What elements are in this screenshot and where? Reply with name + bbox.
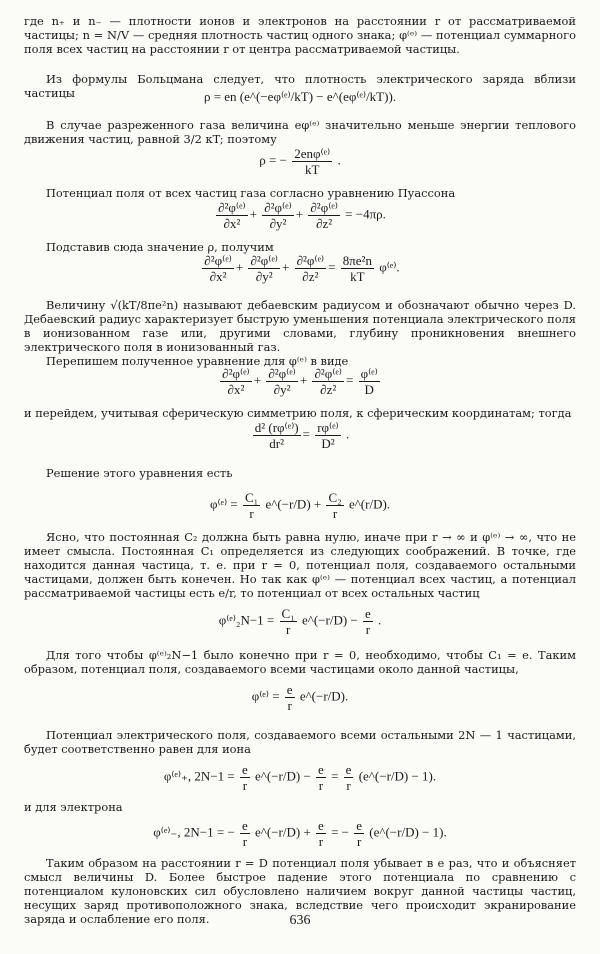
paragraph-2: Из формулы Больцмана следует, что плотность электрического заряда вблизи частицы — [24, 72, 576, 100]
eq5-t2-den: ∂y² — [273, 382, 291, 397]
eq9-end: e^(−r/D). — [299, 688, 349, 704]
eq3-t1-den: ∂x² — [223, 216, 241, 231]
eq7-c2: C₂ — [328, 490, 342, 505]
eq11-lhs: φ⁽ᵉ⁾₋, 2N−1 = − — [153, 824, 235, 840]
paragraph-13: и для электрона — [24, 800, 123, 814]
eq4-t3-num: ∂²φ⁽ᵉ⁾ — [296, 253, 325, 268]
eq11-c: e — [356, 818, 363, 833]
eq10-a: e — [241, 762, 248, 777]
eq10-b: e — [318, 762, 324, 777]
eq6-end: . — [346, 426, 350, 442]
equation-6: $\frac{\text{d² (rφ⁽ᵉ⁾)}}{\text{dr²}}$ = $\frac{\text{rφ⁽ᵉ⁾}}{\text{D²}}$ . — [254, 420, 350, 451]
eq4-rhs-num: 8πe²n — [342, 253, 372, 268]
eq11-m2: = − — [331, 824, 349, 840]
eq8-e: e — [365, 606, 371, 621]
eq4-t3-den: ∂z² — [302, 269, 319, 284]
equation-9 — [0, 682, 600, 713]
page-number: 636 — [289, 913, 311, 928]
eq5-t1-den: ∂x² — [227, 382, 245, 397]
eq3-t3-den: ∂z² — [316, 216, 333, 231]
equation-1: ρ = en (e^(−eφ⁽ᵉ⁾/kT) − e^(eφ⁽ᵉ⁾/kT)). — [203, 89, 397, 104]
eq8-mid: e^(−r/D) − — [301, 612, 358, 628]
eq10-ad: r — [242, 778, 248, 793]
eq11-a: e — [241, 818, 248, 833]
eq11-m1: e^(−r/D) + — [255, 824, 311, 840]
equation-7 — [0, 490, 600, 521]
paragraph-3: В случае разреженного газа величина eφ⁽ᵉ⁾ значительно меньше энергии теплового движения частиц, равной 3/2 кT; поэтому — [24, 118, 576, 146]
eq5-t3-num: ∂²φ⁽ᵉ⁾ — [314, 366, 342, 381]
eq8-end: . — [378, 612, 382, 628]
eq2-lhs: ρ = − — [259, 152, 287, 168]
eq6-lhs-den: dr² — [269, 436, 285, 451]
eq9-den: r — [287, 698, 292, 713]
eq4-t2-num: ∂²φ⁽ᵉ⁾ — [250, 253, 278, 268]
eq8-r1: r — [285, 622, 291, 637]
eq7-c1: C₁ — [245, 490, 259, 505]
eq2-end: . — [337, 152, 341, 168]
paragraph-11: Для того чтобы φ⁽ᵉ⁾₂N−1 было конечно при r = 0, необходимо, чтобы C₁ = e. Таким образом, потенциал поля, создаваемого всеми частицами около данной частицы, — [24, 648, 576, 676]
eq3-t2-den: ∂y² — [269, 216, 287, 231]
equation-5: $\frac{\text{∂²φ⁽ᵉ⁾}}{\text{∂x²}}$ + $\frac{\text{∂²φ⁽ᵉ⁾}}{\text{∂y²}}$ + $\frac{\text{∂²φ⁽ᵉ⁾}}{\text{∂z²}}$ = $\frac{\text{φ⁽ᵉ⁾}}{D}$ — [222, 366, 378, 397]
eq6-rhs-den: D² — [321, 436, 335, 451]
eq8-c1: C₁ — [281, 606, 295, 621]
eq5-rhs-den: D — [364, 382, 374, 397]
eq11-cd: r — [356, 834, 362, 849]
eq11-end: (e^(−r/D) − 1). — [369, 824, 447, 840]
eq10-c: e — [345, 762, 352, 777]
equation-11 — [0, 818, 600, 849]
eq2-den: kT — [304, 162, 320, 177]
eq5-rhs-num: φ⁽ᵉ⁾ — [360, 366, 378, 381]
paragraph-7: Перепишем полученное уравнение для φ⁽ᵉ⁾ в виде — [46, 354, 349, 368]
eq4-t1-den: ∂x² — [209, 269, 227, 284]
paragraph-14: Таким образом на расстоянии r = D потенциал поля убывает в e раз, что и объясняет смысл величины D. Более быстрое падение этого потенциала по сравнению с потенциалом кулоновских сил обусловлено наличием вокруг данной частицы частиц, несущих заряд противоположного знака, вследствие чего происходит экранирование заряда и ослабление его поля. — [24, 856, 576, 926]
paragraph-5: Подставив сюда значение ρ, получим — [46, 240, 274, 254]
eq4-t2-den: ∂y² — [255, 269, 273, 284]
eq11-ad: r — [242, 834, 248, 849]
paragraph-10: Ясно, что постоянная C₂ должна быть равна нулю, иначе при r → ∞ и φ⁽ᵉ⁾ → ∞, что не имеет смысла. Постоянная C₁ определяется из следующих соображений. В точке, где находится данная частица, т. е. при r = 0, потенциал поля, создаваемого остальными частицами, должен быть конечен. Но так как φ⁽ᵉ⁾ — потенциал всех частиц, а потенциал рассматриваемой частицы есть e/r, то потенциал от всех остальных частиц — [24, 530, 576, 600]
eq4-t1-num: ∂²φ⁽ᵉ⁾ — [204, 253, 232, 268]
equation-2 — [0, 146, 600, 177]
eq4-rhs-end: φ⁽ᵉ⁾. — [379, 259, 400, 275]
eq8-r2: r — [365, 622, 371, 637]
eq6-rhs-num: rφ⁽ᵉ⁾ — [317, 420, 339, 435]
equation-10 — [0, 762, 600, 793]
paragraph-12: Потенциал электрического поля, создаваемого всеми остальными 2N — 1 частицами, будет соответственно равен для иона — [24, 728, 576, 756]
eq4-rhs-den: kT — [350, 269, 365, 284]
eq7-e1: e^(−r/D) + — [265, 496, 322, 512]
paragraph-8: и перейдем, учитывая сферическую симметрию поля, к сферическим координатам; тогда — [24, 406, 572, 420]
paragraph-1: где n₊ и n₋ — плотности ионов и электронов на расстоянии r от рассматриваемой частицы; n = N/V — средняя плотность частиц одного знака; φ⁽ᵉ⁾ — потенциал суммарного поля всех частиц на расстоянии r от центра рассматриваемой частицы. — [24, 14, 576, 56]
eq9-lhs: φ⁽ᵉ⁾ = — [251, 688, 280, 704]
eq3-rhs: = −4πρ. — [345, 206, 386, 222]
paragraph-6: Величину √(kT/8πe²n) называют дебаевским радиусом и обозначают обычно через D. Дебаевский радиус характеризует быструю уменьшения потенциала электрического поля в ионизованном газе или, другими словами, глубину проникновения внешнего электрического поля в ионизованный газ. — [24, 298, 576, 354]
eq5-t2-num: ∂²φ⁽ᵉ⁾ — [268, 366, 296, 381]
eq11-bd: r — [318, 834, 324, 849]
eq3-t2-num: ∂²φ⁽ᵉ⁾ — [264, 200, 292, 215]
paragraph-4: Потенциал поля от всех частиц газа согласно уравнению Пуассона — [46, 186, 456, 200]
eq7-lhs: φ⁽ᵉ⁾ = — [209, 496, 238, 512]
eq10-lhs: φ⁽ᵉ⁾₊, 2N−1 = — [163, 768, 235, 784]
eq3-t1-num: ∂²φ⁽ᵉ⁾ — [218, 200, 246, 215]
eq2-fraction — [292, 146, 332, 177]
eq7-e2: e^(r/D). — [348, 496, 391, 512]
eq5-t1-num: ∂²φ⁽ᵉ⁾ — [222, 366, 250, 381]
eq5-t3-den: ∂z² — [320, 382, 337, 397]
eq8-lhs: φ⁽ᵉ⁾₂N−1 = — [218, 612, 275, 628]
eq9-num: e — [286, 682, 293, 697]
eq2-num: 2enφ⁽ᵉ⁾ — [294, 146, 331, 161]
equation-4: $\frac{\text{∂²φ⁽ᵉ⁾}}{\text{∂x²}}$ + $\frac{\text{∂²φ⁽ᵉ⁾}}{\text{∂y²}}$ + $\frac{\text{∂²φ⁽ᵉ⁾}}{\text{∂z²}}$ = $\frac{\text{8πe²n}}{kT}$ φ⁽ᵉ⁾. — [204, 253, 400, 284]
eq10-cd: r — [346, 778, 351, 793]
eq10-m1: e^(−r/D) − — [255, 768, 311, 784]
equation-3: $\frac{\text{∂²φ⁽ᵉ⁾}}{\text{∂x²}}$ + $\frac{\text{∂²φ⁽ᵉ⁾}}{\text{∂y²}}$ + $\frac{\text{∂²φ⁽ᵉ⁾}}{\text{∂z²}}$ = −4πρ. — [218, 200, 386, 231]
eq7-r1: r — [249, 506, 254, 521]
eq7-r2: r — [332, 506, 338, 521]
equation-8 — [0, 606, 600, 637]
paragraph-9: Решение этого уравнения есть — [46, 466, 233, 480]
eq11-b: e — [318, 818, 324, 833]
eq10-m2: = — [331, 768, 339, 784]
eq6-lhs-num: d² (rφ⁽ᵉ⁾) — [254, 420, 299, 435]
eq10-end: (e^(−r/D) − 1). — [358, 768, 437, 784]
eq3-t3-num: ∂²φ⁽ᵉ⁾ — [310, 200, 338, 215]
eq10-bd: r — [318, 778, 324, 793]
